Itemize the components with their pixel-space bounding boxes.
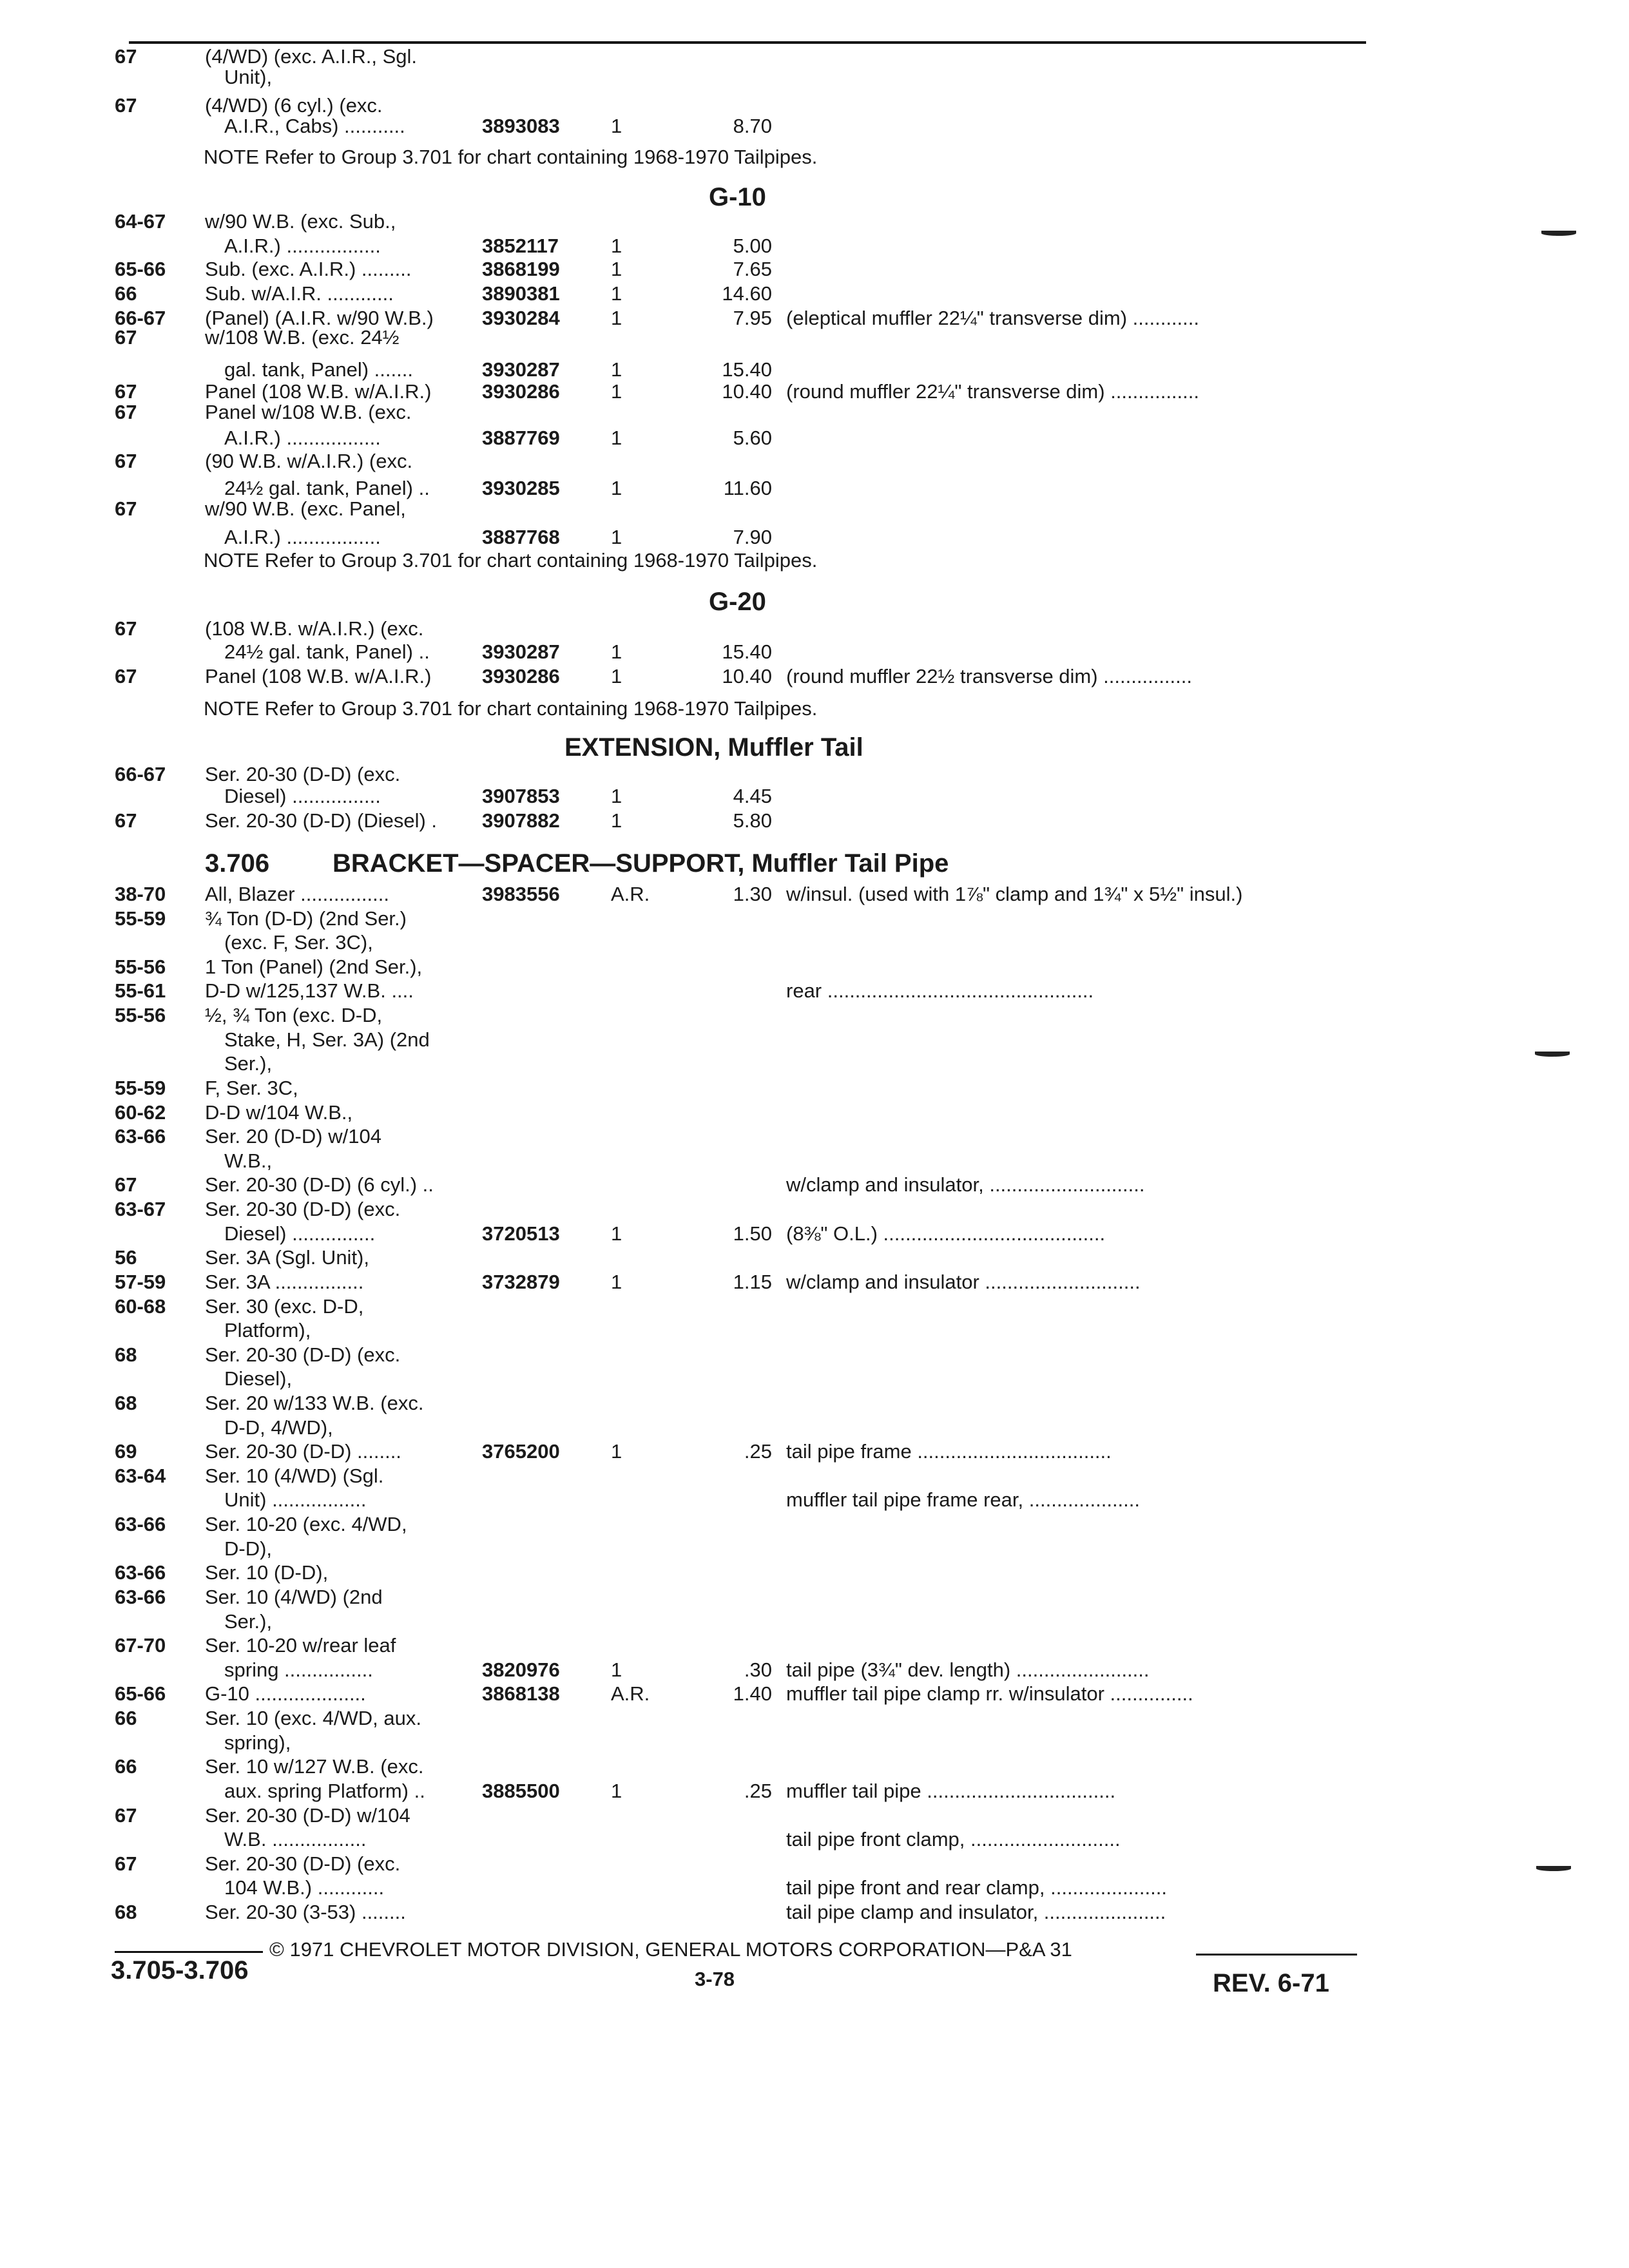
description-cell: ¾ Ton (D-D) (2nd Ser.) [205, 907, 407, 930]
parts-row [0, 1125, 1629, 1148]
parts-row [0, 979, 1629, 1003]
part-number-cell: 3852117 [482, 235, 559, 257]
quantity-cell: 1 [611, 665, 622, 687]
parts-row [0, 763, 1629, 786]
year-cell: 60-62 [115, 1101, 166, 1124]
quantity-cell: 1 [611, 1780, 622, 1802]
parts-row [0, 1246, 1629, 1269]
parts-row [0, 1561, 1629, 1584]
note-a: NOTE Refer to Group 3.701 for chart containing 1968-1970 Tailpipes. [204, 146, 818, 168]
description-cell: Ser. 20-30 (D-D) (exc. [205, 1198, 401, 1220]
price-cell: .25 [744, 1780, 772, 1802]
parts-row [0, 1392, 1629, 1415]
year-cell: 63-66 [115, 1561, 166, 1584]
year-cell: 66 [115, 1755, 137, 1778]
margin-mark [1541, 231, 1576, 236]
price-cell: 1.30 [733, 883, 772, 905]
year-cell: 63-66 [115, 1586, 166, 1608]
remark-cell: w/insul. (used with 1⅞" clamp and 1¾" x 5½" insul.) [786, 883, 1243, 905]
year-cell: 67 [115, 94, 137, 117]
remark-cell: muffler tail pipe frame rear, .................... [786, 1488, 1141, 1511]
year-cell: 65-66 [115, 1682, 166, 1705]
parts-row [0, 809, 1629, 832]
quantity-cell: 1 [611, 258, 622, 280]
description-cell: w/90 W.B. (exc. Panel, [205, 497, 406, 520]
parts-row [0, 956, 1629, 979]
part-number-cell: 3765200 [482, 1440, 560, 1463]
description-cell: Ser. 20-30 (D-D) (6 cyl.) .. [205, 1173, 434, 1196]
description-cell: Ser. 10-20 w/rear leaf [205, 1634, 396, 1657]
description-cell: Ser. 20-30 (D-D) (Diesel) . [205, 809, 438, 832]
year-cell: 66-67 [115, 307, 166, 329]
price-cell: 1.50 [733, 1222, 772, 1245]
parts-row [0, 1222, 1629, 1245]
part-number-cell: 3930287 [482, 358, 560, 381]
parts-row [0, 1731, 1629, 1754]
description-cell: gal. tank, Panel) ....... [224, 358, 413, 381]
description-cell: 104 W.B.) ............ [224, 1876, 385, 1899]
year-cell: 67 [115, 809, 137, 832]
copyright-line: © 1971 CHEVROLET MOTOR DIVISION, GENERAL MOTORS CORPORATION—P&A 31 [269, 1938, 1072, 1961]
description-cell: Unit), [224, 66, 273, 88]
part-number-cell: 3930286 [482, 665, 560, 687]
year-cell: 55-59 [115, 1077, 166, 1099]
parts-row [0, 1682, 1629, 1706]
description-cell: ½, ¾ Ton (exc. D-D, [205, 1004, 383, 1026]
description-cell: Diesel), [224, 1367, 293, 1390]
year-cell: 55-56 [115, 956, 166, 978]
description-cell: D-D w/104 W.B., [205, 1101, 353, 1124]
part-number-cell: 3890381 [482, 282, 560, 305]
price-cell: .30 [744, 1658, 772, 1681]
parts-row [0, 1634, 1629, 1657]
quantity-cell: 1 [611, 282, 622, 305]
quantity-cell: 1 [611, 1658, 622, 1681]
description-cell: All, Blazer ................ [205, 883, 389, 905]
description-cell: W.B., [224, 1149, 273, 1172]
parts-row [0, 427, 1629, 450]
parts-row [0, 115, 1629, 138]
year-cell: 67 [115, 1852, 137, 1875]
quantity-cell: 1 [611, 477, 622, 499]
year-cell: 38-70 [115, 883, 166, 905]
price-cell: 15.40 [722, 358, 772, 381]
price-cell: 10.40 [722, 665, 772, 687]
description-cell: aux. spring Platform) .. [224, 1780, 425, 1802]
description-cell: Ser. 10-20 (exc. 4/WD, [205, 1513, 407, 1535]
parts-row [0, 326, 1629, 349]
quantity-cell: 1 [611, 307, 622, 329]
part-number-cell: 3868138 [482, 1682, 560, 1705]
revision: REV. 6-71 [1213, 1969, 1329, 1997]
description-cell: D-D), [224, 1537, 273, 1560]
part-number-cell: 3930286 [482, 380, 560, 403]
year-cell: 55-59 [115, 907, 166, 930]
margin-mark [1535, 1052, 1570, 1057]
section-number: 3.706 [205, 849, 270, 878]
price-cell: 7.65 [733, 258, 772, 280]
description-cell: Sub. (exc. A.I.R.) ......... [205, 258, 412, 280]
quantity-cell: 1 [611, 427, 622, 449]
part-number-cell: 3885500 [482, 1780, 560, 1802]
margin-mark [1536, 1866, 1571, 1871]
price-cell: 1.40 [733, 1682, 772, 1705]
parts-row [0, 1876, 1629, 1899]
part-number-cell: 3983556 [482, 883, 560, 905]
parts-row [0, 235, 1629, 258]
year-cell: 65-66 [115, 258, 166, 280]
description-cell: Ser. 20-30 (D-D) (exc. [205, 763, 401, 785]
description-cell: Ser. 20 (D-D) w/104 [205, 1125, 381, 1148]
quantity-cell: 1 [611, 785, 622, 807]
part-number-cell: 3868199 [482, 258, 560, 280]
part-number-cell: 3820976 [482, 1658, 560, 1681]
year-cell: 67 [115, 326, 137, 349]
parts-row [0, 617, 1629, 640]
parts-row [0, 1755, 1629, 1778]
description-cell: A.I.R.) ................. [224, 427, 381, 449]
year-cell: 67 [115, 45, 137, 68]
remark-cell: tail pipe front clamp, ........................... [786, 1828, 1121, 1850]
remark-cell: (round muffler 22½ transverse dim) ................ [786, 665, 1192, 687]
quantity-cell: 1 [611, 235, 622, 257]
remark-cell: (8⅜" O.L.) ........................................ [786, 1222, 1106, 1245]
footer-rule-right [1196, 1954, 1357, 1956]
part-number-cell: 3887769 [482, 427, 560, 449]
year-cell: 67 [115, 617, 137, 640]
quantity-cell: 1 [611, 358, 622, 381]
price-cell: 8.70 [733, 115, 772, 137]
description-cell: spring ................ [224, 1658, 373, 1681]
parts-row [0, 1780, 1629, 1803]
parts-row [0, 1537, 1629, 1561]
parts-row [0, 1828, 1629, 1851]
remark-cell: tail pipe front and rear clamp, ..................... [786, 1876, 1167, 1899]
parts-row [0, 907, 1629, 930]
description-cell: Ser.), [224, 1610, 273, 1633]
description-cell: w/90 W.B. (exc. Sub., [205, 210, 396, 233]
top-rule [129, 41, 1366, 44]
parts-row [0, 1198, 1629, 1221]
quantity-cell: A.R. [611, 1682, 650, 1705]
price-cell: 5.00 [733, 235, 772, 257]
description-cell: Ser. 3A (Sgl. Unit), [205, 1246, 369, 1269]
part-number-cell: 3907853 [482, 785, 560, 807]
parts-row [0, 1416, 1629, 1439]
quantity-cell: 1 [611, 1271, 622, 1293]
year-cell: 56 [115, 1246, 137, 1269]
part-number-cell: 3930284 [482, 307, 560, 329]
description-cell: Ser. 20-30 (3-53) ........ [205, 1901, 406, 1923]
parts-row [0, 358, 1629, 381]
remark-cell: muffler tail pipe .................................. [786, 1780, 1116, 1802]
group-range: 3.705-3.706 [111, 1956, 249, 1984]
quantity-cell: A.R. [611, 883, 650, 905]
section-title: BRACKET—SPACER—SUPPORT, Muffler Tail Pipe [333, 849, 949, 878]
price-cell: 5.80 [733, 809, 772, 832]
price-cell: 7.90 [733, 526, 772, 548]
description-cell: Panel (108 W.B. w/A.I.R.) [205, 665, 432, 687]
description-cell: (4/WD) (6 cyl.) (exc. [205, 94, 383, 117]
quantity-cell: 1 [611, 640, 622, 663]
description-cell: Ser. 30 (exc. D-D, [205, 1295, 364, 1318]
price-cell: 14.60 [722, 282, 772, 305]
parts-row [0, 1586, 1629, 1609]
parts-row [0, 1707, 1629, 1730]
note-g20: NOTE Refer to Group 3.701 for chart containing 1968-1970 Tailpipes. [204, 697, 818, 720]
year-cell: 64-67 [115, 210, 166, 233]
price-cell: 11.60 [723, 477, 772, 499]
year-cell: 55-56 [115, 1004, 166, 1026]
parts-row [0, 1852, 1629, 1876]
remark-cell: (eleptical muffler 22¼" transverse dim) ............ [786, 307, 1199, 329]
description-cell: Unit) ................. [224, 1488, 367, 1511]
description-cell: spring), [224, 1731, 291, 1754]
year-cell: 68 [115, 1392, 137, 1414]
parts-row [0, 1077, 1629, 1100]
remark-cell: rear ................................................ [786, 979, 1094, 1002]
parts-row [0, 1343, 1629, 1367]
description-cell: Ser. 3A ................ [205, 1271, 364, 1293]
description-cell: Ser. 20-30 (D-D) (exc. [205, 1343, 401, 1366]
year-cell: 67 [115, 401, 137, 423]
description-cell: (4/WD) (exc. A.I.R., Sgl. [205, 45, 417, 68]
year-cell: 57-59 [115, 1271, 166, 1293]
price-cell: .25 [744, 1440, 772, 1463]
note-g10: NOTE Refer to Group 3.701 for chart containing 1968-1970 Tailpipes. [204, 549, 818, 572]
quantity-cell: 1 [611, 809, 622, 832]
price-cell: 4.45 [733, 785, 772, 807]
description-cell: (Panel) (A.I.R. w/90 W.B.) [205, 307, 434, 329]
parts-row [0, 45, 1629, 68]
remark-cell: w/clamp and insulator ............................ [786, 1271, 1141, 1293]
year-cell: 63-64 [115, 1465, 166, 1487]
description-cell: A.I.R.) ................. [224, 235, 381, 257]
year-cell: 67 [115, 380, 137, 403]
description-cell: (90 W.B. w/A.I.R.) (exc. [205, 450, 413, 472]
description-cell: 1 Ton (Panel) (2nd Ser.), [205, 956, 423, 978]
parts-row [0, 1658, 1629, 1682]
description-cell: D-D w/125,137 W.B. .... [205, 979, 414, 1002]
parts-row [0, 1052, 1629, 1075]
parts-row [0, 1319, 1629, 1342]
description-cell: Ser. 20 w/133 W.B. (exc. [205, 1392, 424, 1414]
quantity-cell: 1 [611, 526, 622, 548]
quantity-cell: 1 [611, 115, 622, 137]
parts-row [0, 665, 1629, 688]
year-cell: 63-66 [115, 1513, 166, 1535]
parts-row [0, 380, 1629, 403]
year-cell: 60-68 [115, 1295, 166, 1318]
description-cell: Ser. 20-30 (D-D) (exc. [205, 1852, 401, 1875]
part-number-cell: 3887768 [482, 526, 560, 548]
parts-row [0, 401, 1629, 424]
parts-row [0, 1804, 1629, 1827]
parts-row [0, 497, 1629, 521]
footer-rule-left [115, 1951, 263, 1953]
description-cell: Diesel) ................ [224, 785, 381, 807]
description-cell: Platform), [224, 1319, 311, 1341]
parts-row [0, 1901, 1629, 1924]
parts-row [0, 526, 1629, 549]
price-cell: 7.95 [733, 307, 772, 329]
year-cell: 67 [115, 1804, 137, 1827]
description-cell: Panel w/108 W.B. (exc. [205, 401, 412, 423]
parts-row [0, 210, 1629, 233]
parts-row [0, 883, 1629, 906]
parts-row [0, 94, 1629, 117]
description-cell: w/108 W.B. (exc. 24½ [205, 326, 400, 349]
description-cell: Diesel) ............... [224, 1222, 376, 1245]
part-number-cell: 3893083 [482, 115, 560, 137]
parts-row [0, 477, 1629, 500]
parts-row [0, 1513, 1629, 1536]
parts-row [0, 785, 1629, 808]
part-number-cell: 3732879 [482, 1271, 560, 1293]
parts-row [0, 258, 1629, 281]
description-cell: Ser. 10 w/127 W.B. (exc. [205, 1755, 424, 1778]
parts-row [0, 1149, 1629, 1173]
year-cell: 69 [115, 1440, 137, 1463]
description-cell: D-D, 4/WD), [224, 1416, 333, 1439]
year-cell: 55-61 [115, 979, 166, 1002]
remark-cell: w/clamp and insulator, ............................ [786, 1173, 1145, 1196]
year-cell: 63-67 [115, 1198, 166, 1220]
remark-cell: tail pipe (3¾" dev. length) ........................ [786, 1658, 1150, 1681]
description-cell: Sub. w/A.I.R. ............ [205, 282, 394, 305]
description-cell: Ser. 20-30 (D-D) w/104 [205, 1804, 410, 1827]
part-number-cell: 3930285 [482, 477, 560, 499]
quantity-cell: 1 [611, 1440, 622, 1463]
year-cell: 68 [115, 1343, 137, 1366]
year-cell: 68 [115, 1901, 137, 1923]
description-cell: F, Ser. 3C, [205, 1077, 298, 1099]
parts-row [0, 1004, 1629, 1027]
year-cell: 66-67 [115, 763, 166, 785]
description-cell: A.I.R., Cabs) ........... [224, 115, 405, 137]
page-number: 3-78 [695, 1968, 735, 1990]
parts-row [0, 1271, 1629, 1294]
parts-row [0, 1101, 1629, 1124]
description-cell: Ser. 10 (4/WD) (2nd [205, 1586, 383, 1608]
parts-row [0, 1295, 1629, 1318]
parts-row [0, 931, 1629, 954]
description-cell: Ser. 20-30 (D-D) ........ [205, 1440, 401, 1463]
parts-row [0, 1367, 1629, 1390]
year-cell: 67 [115, 497, 137, 520]
description-cell: (exc. F, Ser. 3C), [224, 931, 373, 954]
year-cell: 67 [115, 665, 137, 687]
year-cell: 66 [115, 1707, 137, 1729]
catalog-page: 67 (4/WD) (exc. A.I.R., Sgl. Unit), 67 (4/WD) (6 cyl.) (exc. A.I.R., Cabs) ........... 3893083 1 8.70 NOTE Refer to Group 3.701 for chart containing 1968-1970 Tailpipes. G-10 64-67 w/90 W.B. (exc. Sub., A.I.R.) ................. 3852117 1 5.00 65-66 Sub. (exc. A.I.R.) ......... 3868199 1 7.65 66 Sub. w/A.I.R. ............ 3890381 1 14.60 66-67 (Panel) (A.I.R. w/90 W.B.) 3930284 1 7.95 (eleptical muffler 22¼" transverse dim) ............ 67 w/108 W.B. (exc. 24½ gal. tank, Panel) ....... 3930287 1 15.40 67 Panel (108 W.B. w/A.I.R.) 3930286 1 10.40 (round muffler 22¼" transverse dim) ................ 67 Panel w/108 W.B. (exc. A.I.R.) ................. 3887769 1 5.60 67 (90 W.B. w/A.I.R.) (exc. 24½ gal. tank, Panel) .. 3930285 1 11.60 67 w/90 W.B. (exc. Panel, A.I.R.) ................. 3887768 1 7.90 NOTE Refer to Group 3.701 for chart containing 1968-1970 Tailpipes. G-20 67 (108 W.B. w/A.I.R.) (exc. 24½ gal. tank, Panel) .. 3930287 1 15.40 67 Panel (108 W.B. w/A.I.R.) 3930286 1 10.40 (round muffler 22½ transverse dim) ................ NOTE Refer to Group 3.701 for chart containing 1968-1970 Tailpipes. EXTENSION, Muffler Tail 66-67 Ser. 20-30 (D-D) (exc. Diesel) ................ 3907853 1 4.45 67 Ser. 20-30 (D-D) (Diesel) . 3907882 1 5.80 3.706 BRACKET—SPACER—SUPPORT, Muffler Tail Pipe 38-70 All, Blazer ................ 3983556 A.R. 1.30 w/insul. (used with 1⅞" clamp and 1¾" x 5½" insul.) 55-59 ¾ Ton (D-D) (2nd Ser.) (exc. F, Ser. 3C), 55-56 1 Ton (Panel) (2nd Ser.), 55-61 D-D w/125,137 W.B. .... rear ................................................ 55-56 ½, ¾ Ton (exc. D-D, Stake, H, Ser. 3A) (2nd Ser.), 55-59 F, Ser. 3C, 60-62 D-D w/104 W.B., 63-66 Ser. 20 (D-D) w/104 W.B., 67 Ser. 20-30 (D-D) (6 cyl.) .. w/clamp and insulator, ............................ 63-67 Ser. 20-30 (D-D) (exc. Diesel) ............... 3720513 1 1.50 (8⅜" O.L.) ........................................ 56 Ser. 3A (Sgl. Unit), 57-59 Ser. 3A ................ 3732879 1 1.15 w/clamp and insulator ............................ 60-68 Ser. 30 (exc. D-D, Platform), 68 Ser. 20-30 (D-D) (exc. Diesel), 68 Ser. 20 w/133 W.B. (exc. D-D, 4/WD), 69 Ser. 20-30 (D-D) ........ 3765200 1 .25 tail pipe frame ................................... 63-64 Ser. 10 (4/WD) (Sgl. Unit) ................. muffler tail pipe frame rear, .................... 63-66 Ser. 10-20 (exc. 4/WD, D-D), 63-66 Ser. 10 (D-D), 63-66 Ser. 10 (4/WD) (2nd Ser.), 67-70 Ser. 10-20 w/rear leaf spring ................ 3820976 1 .30 tail pipe (3¾" dev. length) ........................ 65-66 G-10 .................... 3868138 A.R. 1.40 muffler tail pipe clamp rr. w/insulator ............... 66 Ser. 10 (exc. 4/WD, aux. spring), 66 Ser. 10 w/127 W.B. (exc. aux. spring Platform) .. 3885500 1 .25 muffler tail pipe .................................. 67 Ser. 20-30 (D-D) w/104 W.B. ................. tail pipe front clamp, ........................... 67 Ser. 20-30 (D-D) (exc. 104 W.B.) ............ tail pipe front and rear clamp, ..................... 68 Ser. 20-30 (3-53) ........ tail pipe clamp and insulator, ...................... © 1971 CHEVROLET MOTOR DIVISION, GENERAL MOTORS CORPORATION—P&A 31 3.705-3.706 3-78 REV. 6-71 [0, 0, 1629, 2268]
description-cell: (108 W.B. w/A.I.R.) (exc. [205, 617, 424, 640]
description-cell: Ser. 10 (D-D), [205, 1561, 329, 1584]
quantity-cell: 1 [611, 380, 622, 403]
parts-row [0, 1173, 1629, 1196]
price-cell: 10.40 [722, 380, 772, 403]
description-cell: Stake, H, Ser. 3A) (2nd [224, 1028, 430, 1051]
year-cell: 67 [115, 1173, 137, 1196]
part-number-cell: 3720513 [482, 1222, 560, 1245]
remark-cell: (round muffler 22¼" transverse dim) ................ [786, 380, 1199, 403]
parts-row [0, 1488, 1629, 1512]
parts-row [0, 450, 1629, 473]
remark-cell: tail pipe frame ................................... [786, 1440, 1112, 1463]
remark-cell: tail pipe clamp and insulator, ...................... [786, 1901, 1166, 1923]
parts-row [0, 1028, 1629, 1052]
parts-row [0, 66, 1629, 89]
quantity-cell: 1 [611, 1222, 622, 1245]
description-cell: W.B. ................. [224, 1828, 367, 1850]
price-cell: 15.40 [722, 640, 772, 663]
parts-row [0, 1610, 1629, 1633]
year-cell: 66 [115, 282, 137, 305]
description-cell: A.I.R.) ................. [224, 526, 381, 548]
price-cell: 5.60 [733, 427, 772, 449]
remark-cell: muffler tail pipe clamp rr. w/insulator ............... [786, 1682, 1193, 1705]
parts-row [0, 1465, 1629, 1488]
year-cell: 67 [115, 450, 137, 472]
description-cell: 24½ gal. tank, Panel) .. [224, 477, 430, 499]
year-cell: 67-70 [115, 1634, 166, 1657]
year-cell: 63-66 [115, 1125, 166, 1148]
description-cell: 24½ gal. tank, Panel) .. [224, 640, 430, 663]
parts-row [0, 1440, 1629, 1463]
parts-row [0, 640, 1629, 664]
part-number-cell: 3930287 [482, 640, 560, 663]
description-cell: G-10 .................... [205, 1682, 366, 1705]
description-cell: Panel (108 W.B. w/A.I.R.) [205, 380, 432, 403]
description-cell: Ser. 10 (4/WD) (Sgl. [205, 1465, 384, 1487]
part-number-cell: 3907882 [482, 809, 560, 832]
price-cell: 1.15 [733, 1271, 772, 1293]
parts-row [0, 282, 1629, 305]
description-cell: Ser.), [224, 1052, 273, 1075]
description-cell: Ser. 10 (exc. 4/WD, aux. [205, 1707, 421, 1729]
